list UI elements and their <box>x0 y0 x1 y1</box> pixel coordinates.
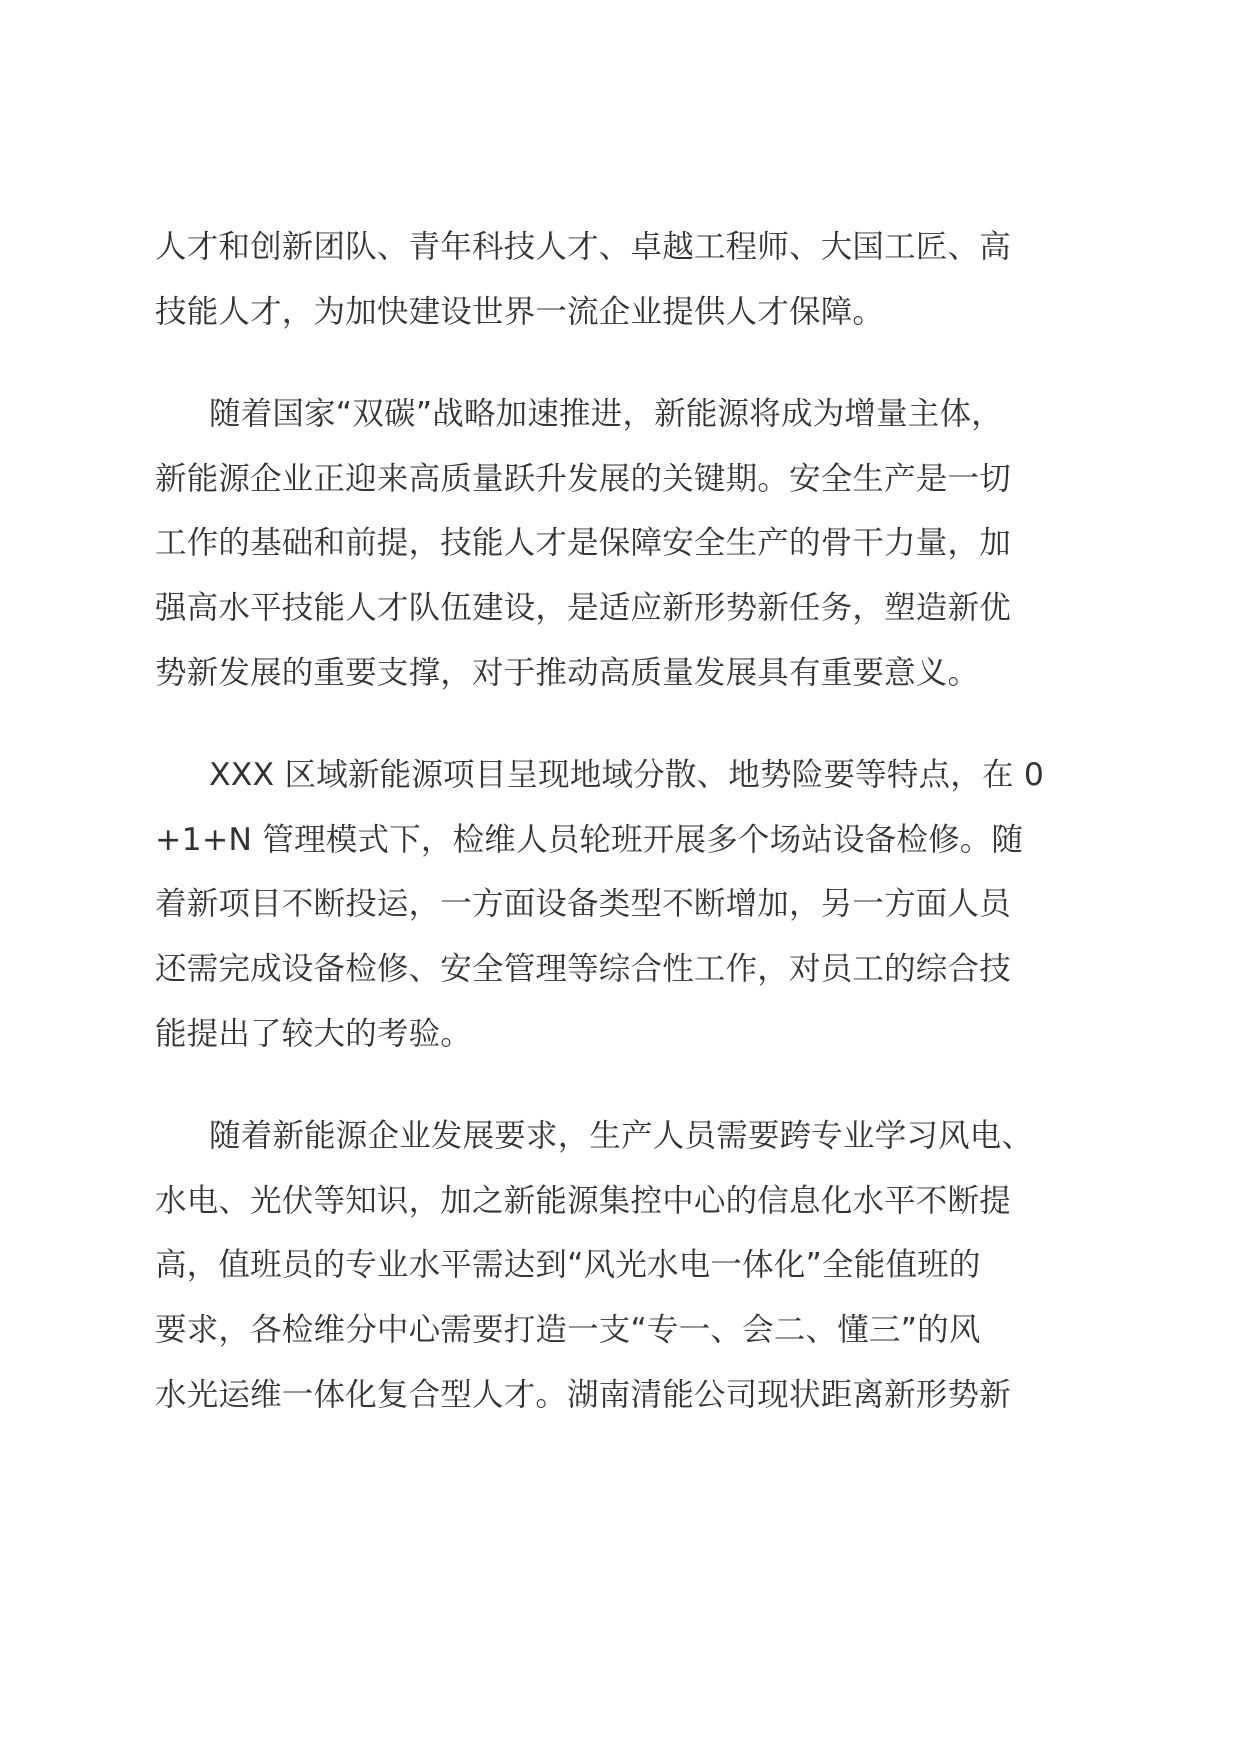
text-line: 能提出了较大的考验。 <box>155 1015 473 1052</box>
text-line: 随着新能源企业发展要求，生产人员需要跨专业学习风电、 <box>209 1118 1034 1155</box>
paragraph-gap <box>155 344 1085 382</box>
text-line: 还需完成设备检修、安全管理等综合性工作，对员工的综合技 <box>155 950 1011 987</box>
text-line: 着新项目不断投运，一方面设备类型不断增加，另一方面人员 <box>155 886 1011 923</box>
paragraph-gap <box>155 1066 1085 1104</box>
text-line: 水电、光伏等知识，加之新能源集控中心的信息化水平不断提 <box>155 1182 1011 1219</box>
text-line: 新能源企业正迎来高质量跃升发展的关键期。安全生产是一切 <box>155 460 1011 497</box>
text-line: 势新发展的重要支撑，对于推动高质量发展具有重要意义。 <box>155 654 980 691</box>
paragraph <box>155 743 1085 1066</box>
paragraph-gap <box>155 705 1085 743</box>
text-line: 工作的基础和前提，技能人才是保障安全生产的骨干力量，加 <box>155 525 1011 562</box>
text-line: 随着国家“双碳”战略加速推进，新能源将成为增量主体， <box>209 396 1003 433</box>
document-page <box>155 215 1085 1427</box>
text-line: +1+N 管理模式下，检维人员轮班开展多个场站设备检修。随 <box>155 821 1024 858</box>
paragraph <box>155 215 1085 344</box>
text-line: 强高水平技能人才队伍建设，是适应新形势新任务，塑造新优 <box>155 589 1011 626</box>
paragraph <box>155 382 1085 705</box>
text-line: 人才和创新团队、青年科技人才、卓越工程师、大国工匠、高 <box>155 229 1011 265</box>
text-line: 高，值班员的专业水平需达到“风光水电一体化”全能值班的 <box>155 1247 981 1284</box>
paragraph <box>155 1104 1085 1427</box>
text-line: 要求，各检维分中心需要打造一支“专一、会二、懂三”的风 <box>155 1311 981 1348</box>
text-line: 技能人才，为加快建设世界一流企业提供人才保障。 <box>155 293 885 330</box>
text-line: 水光运维一体化复合型人才。湖南清能公司现状距离新形势新 <box>155 1376 1011 1413</box>
text-line: XXX 区域新能源项目呈现地域分散、地势险要等特点，在 0 <box>209 757 1045 794</box>
